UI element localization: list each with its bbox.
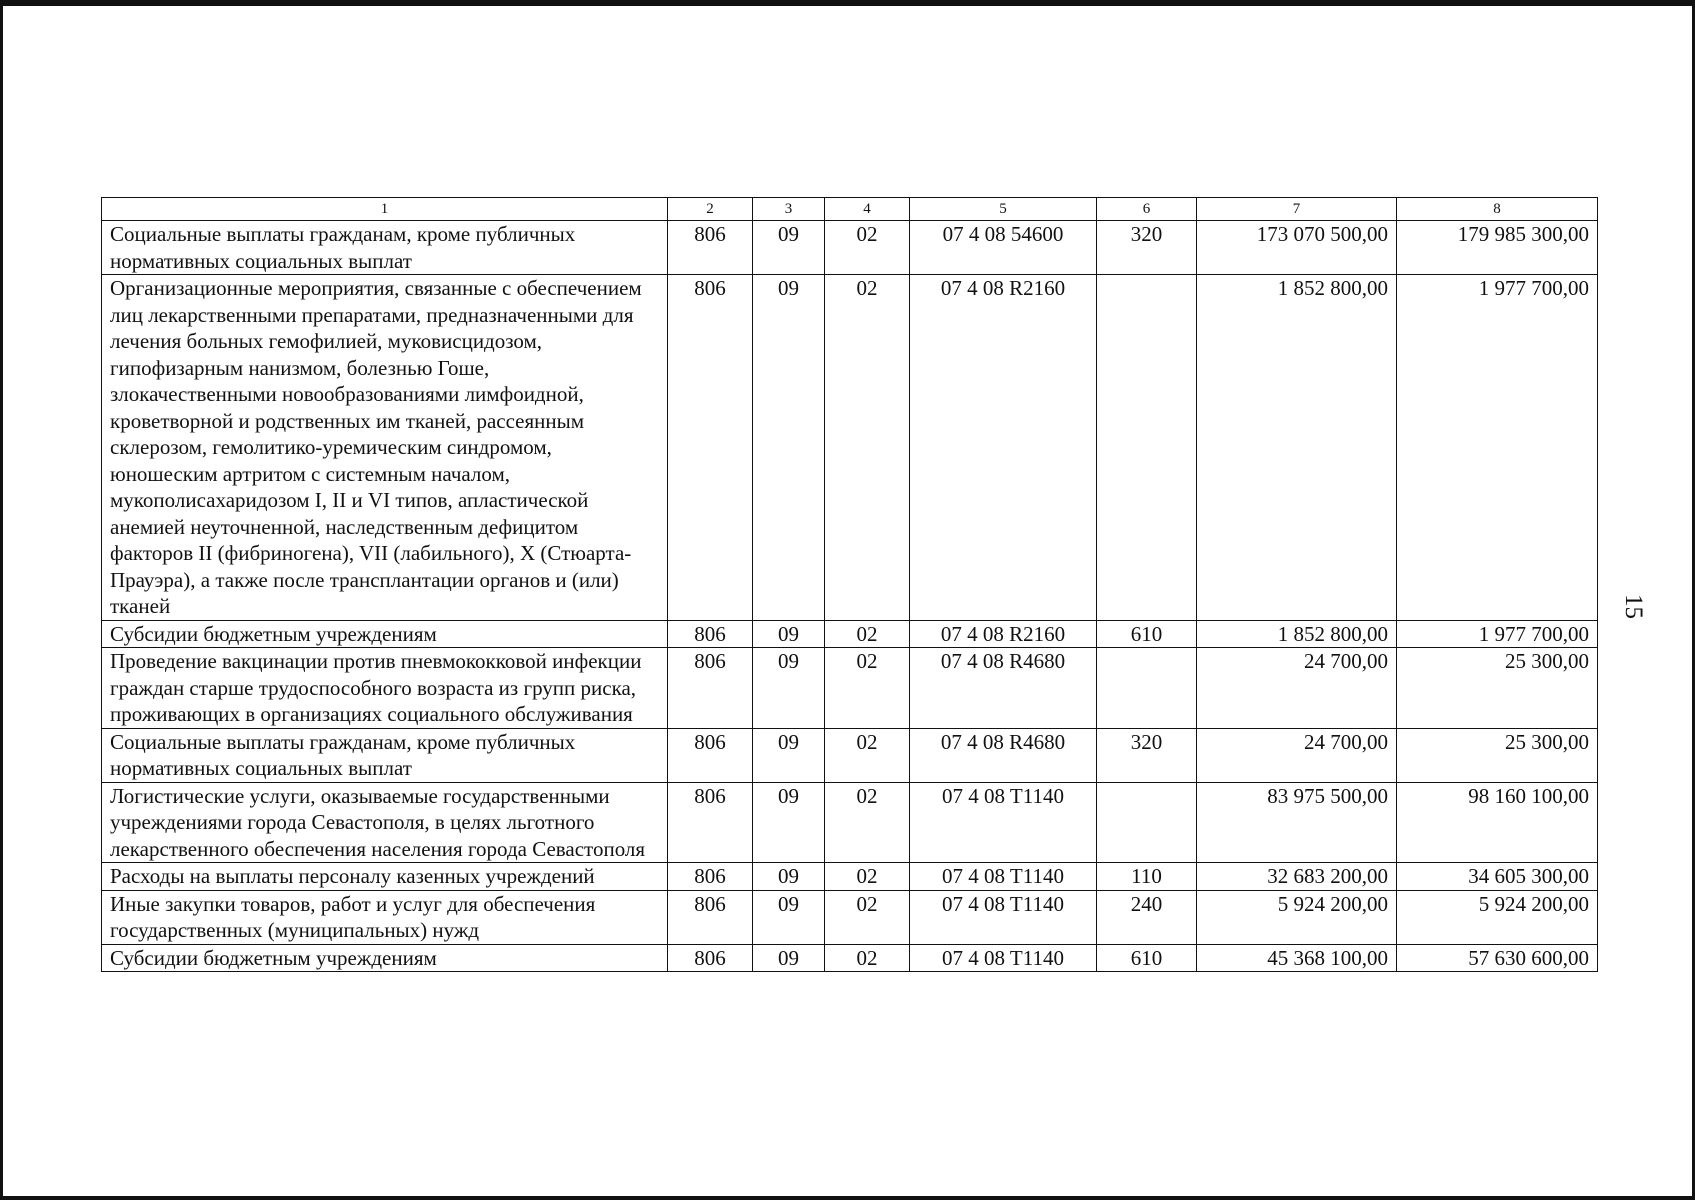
cell-col7: 45 368 100,00 bbox=[1197, 944, 1397, 972]
cell-col4: 02 bbox=[825, 221, 910, 275]
cell-col2: 806 bbox=[668, 782, 753, 863]
cell-col2: 806 bbox=[668, 863, 753, 891]
column-header: 6 bbox=[1097, 198, 1197, 221]
table-row bbox=[102, 782, 1598, 863]
cell-col8: 1 977 700,00 bbox=[1397, 275, 1598, 621]
cell-col8: 57 630 600,00 bbox=[1397, 944, 1598, 972]
cell-col7: 32 683 200,00 bbox=[1197, 863, 1397, 891]
row-description: Логистические услуги, оказываемые государственными учреждениями города Севастополя, в целях льготного лекарственного обеспечения населения города Севастополя bbox=[102, 782, 668, 863]
cell-col7: 5 924 200,00 bbox=[1197, 890, 1397, 944]
column-header: 8 bbox=[1397, 198, 1598, 221]
table-row bbox=[102, 863, 1598, 891]
cell-col3: 09 bbox=[753, 221, 825, 275]
cell-col4: 02 bbox=[825, 648, 910, 729]
row-description: Социальные выплаты гражданам, кроме публичных нормативных социальных выплат bbox=[102, 221, 668, 275]
cell-col6: 110 bbox=[1097, 863, 1197, 891]
cell-col7: 173 070 500,00 bbox=[1197, 221, 1397, 275]
cell-col5: 07 4 08 54600 bbox=[910, 221, 1097, 275]
row-description: Субсидии бюджетным учреждениям bbox=[102, 620, 668, 648]
cell-col5: 07 4 08 T1140 bbox=[910, 890, 1097, 944]
cell-col5: 07 4 08 T1140 bbox=[910, 944, 1097, 972]
cell-col2: 806 bbox=[668, 728, 753, 782]
column-header: 5 bbox=[910, 198, 1097, 221]
row-description: Социальные выплаты гражданам, кроме публичных нормативных социальных выплат bbox=[102, 728, 668, 782]
cell-col6 bbox=[1097, 648, 1197, 729]
table-row bbox=[102, 620, 1598, 648]
row-description: Субсидии бюджетным учреждениям bbox=[102, 944, 668, 972]
cell-col3: 09 bbox=[753, 782, 825, 863]
cell-col7: 83 975 500,00 bbox=[1197, 782, 1397, 863]
cell-col3: 09 bbox=[753, 648, 825, 729]
cell-col8: 25 300,00 bbox=[1397, 648, 1598, 729]
budget-table bbox=[101, 197, 1598, 972]
cell-col6 bbox=[1097, 782, 1197, 863]
cell-col5: 07 4 08 R4680 bbox=[910, 728, 1097, 782]
row-description: Иные закупки товаров, работ и услуг для обеспечения государственных (муниципальных) нужд bbox=[102, 890, 668, 944]
cell-col7: 1 852 800,00 bbox=[1197, 620, 1397, 648]
cell-col6: 320 bbox=[1097, 728, 1197, 782]
cell-col3: 09 bbox=[753, 728, 825, 782]
cell-col2: 806 bbox=[668, 221, 753, 275]
table-row bbox=[102, 275, 1598, 621]
cell-col2: 806 bbox=[668, 648, 753, 729]
cell-col5: 07 4 08 T1140 bbox=[910, 782, 1097, 863]
page-number: 15 bbox=[1620, 594, 1647, 619]
cell-col3: 09 bbox=[753, 944, 825, 972]
table-row bbox=[102, 944, 1598, 972]
cell-col2: 806 bbox=[668, 275, 753, 621]
header-row bbox=[102, 198, 1598, 221]
cell-col5: 07 4 08 T1140 bbox=[910, 863, 1097, 891]
cell-col4: 02 bbox=[825, 782, 910, 863]
cell-col2: 806 bbox=[668, 944, 753, 972]
cell-col6 bbox=[1097, 275, 1197, 621]
cell-col2: 806 bbox=[668, 890, 753, 944]
cell-col5: 07 4 08 R2160 bbox=[910, 275, 1097, 621]
cell-col7: 24 700,00 bbox=[1197, 728, 1397, 782]
cell-col6: 610 bbox=[1097, 944, 1197, 972]
cell-col4: 02 bbox=[825, 275, 910, 621]
table-row bbox=[102, 648, 1598, 729]
cell-col3: 09 bbox=[753, 890, 825, 944]
table-row bbox=[102, 890, 1598, 944]
cell-col3: 09 bbox=[753, 275, 825, 621]
table-row bbox=[102, 221, 1598, 275]
cell-col8: 179 985 300,00 bbox=[1397, 221, 1598, 275]
cell-col7: 24 700,00 bbox=[1197, 648, 1397, 729]
cell-col4: 02 bbox=[825, 728, 910, 782]
cell-col8: 1 977 700,00 bbox=[1397, 620, 1598, 648]
cell-col4: 02 bbox=[825, 863, 910, 891]
cell-col8: 5 924 200,00 bbox=[1397, 890, 1598, 944]
cell-col3: 09 bbox=[753, 863, 825, 891]
cell-col5: 07 4 08 R2160 bbox=[910, 620, 1097, 648]
cell-col2: 806 bbox=[668, 620, 753, 648]
row-description: Проведение вакцинации против пневмококковой инфекции граждан старше трудоспособного возраста из групп риска, проживающих в организациях социального обслуживания bbox=[102, 648, 668, 729]
cell-col8: 25 300,00 bbox=[1397, 728, 1598, 782]
column-header: 1 bbox=[102, 198, 668, 221]
table-row bbox=[102, 728, 1598, 782]
cell-col6: 240 bbox=[1097, 890, 1197, 944]
cell-col6: 610 bbox=[1097, 620, 1197, 648]
cell-col6: 320 bbox=[1097, 221, 1197, 275]
cell-col4: 02 bbox=[825, 944, 910, 972]
cell-col8: 98 160 100,00 bbox=[1397, 782, 1598, 863]
cell-col3: 09 bbox=[753, 620, 825, 648]
cell-col5: 07 4 08 R4680 bbox=[910, 648, 1097, 729]
column-header: 3 bbox=[753, 198, 825, 221]
column-header: 4 bbox=[825, 198, 910, 221]
column-header: 2 bbox=[668, 198, 753, 221]
cell-col4: 02 bbox=[825, 620, 910, 648]
column-header: 7 bbox=[1197, 198, 1397, 221]
cell-col8: 34 605 300,00 bbox=[1397, 863, 1598, 891]
cell-col4: 02 bbox=[825, 890, 910, 944]
row-description: Расходы на выплаты персоналу казенных учреждений bbox=[102, 863, 668, 891]
row-description: Организационные мероприятия, связанные с обеспечением лиц лекарственными препаратами, предназначенными для лечения больных гемофилией, муковисцидозом, гипофизарным нанизмом, болезнью Гоше, злокачественными новообразованиями лимфоидной, кроветворной и родственных им тканей, рассеянным склерозом, гемолитико-уремическим синдромом, юношеским артритом с системным началом, мукополисахаридозом I, II и VI типов, апластической анемией неуточненной, наследственным дефицитом факторов II (фибриногена), VII (лабильного), X (Стюарта-Прауэра), а также после трансплантации органов и (или) тканей bbox=[102, 275, 668, 621]
cell-col7: 1 852 800,00 bbox=[1197, 275, 1397, 621]
